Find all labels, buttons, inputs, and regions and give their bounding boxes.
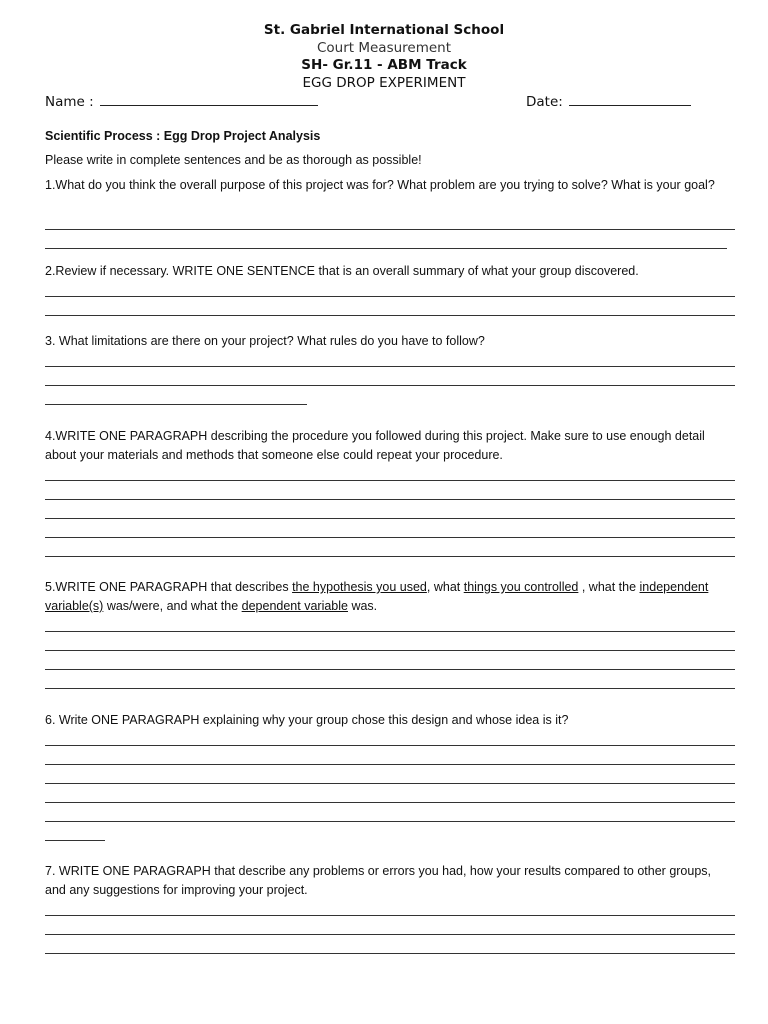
question-7: 7. WRITE ONE PARAGRAPH that describe any problems or errors you had, how your results compared to other groups, and any suggestions for improving your project.	[45, 864, 712, 897]
q5-text: , what the	[578, 580, 640, 594]
answer-line[interactable]	[45, 802, 735, 803]
q5-text: 5.WRITE ONE PARAGRAPH that describes	[45, 580, 293, 594]
question-5	[45, 578, 735, 616]
answer-line[interactable]	[45, 631, 735, 632]
school-name: St. Gabriel International School	[263, 22, 505, 38]
q5-independent-term: independent variable(s)	[45, 580, 709, 613]
section-title: Scientific Process : Egg Drop Project Analysis	[45, 129, 321, 143]
q5-text: was/were, and what the	[103, 599, 242, 613]
answer-line[interactable]	[45, 385, 735, 386]
answer-line[interactable]	[45, 953, 735, 954]
answer-line[interactable]	[45, 296, 735, 297]
answer-line[interactable]	[45, 518, 735, 519]
answer-line[interactable]	[45, 537, 735, 538]
answer-line[interactable]	[45, 688, 735, 689]
answer-line[interactable]	[45, 650, 735, 651]
q5-text: was.	[347, 599, 378, 613]
date-label: Date:	[526, 94, 563, 110]
answer-line[interactable]	[45, 745, 735, 746]
question-6: 6. Write ONE PARAGRAPH explaining why your group chose this design and whose idea is it?	[45, 713, 569, 727]
name-blank[interactable]	[100, 92, 318, 106]
question-1: 1.What do you think the overall purpose of this project was for? What problem are you trying to solve? What is your goal?	[45, 178, 715, 192]
answer-line[interactable]	[45, 821, 735, 822]
answer-line[interactable]	[45, 764, 735, 765]
question-4: 4.WRITE ONE PARAGRAPH describing the procedure you followed during this project. Make sure to use enough detail about your materials and methods that someone else could repeat your procedure.	[45, 429, 705, 462]
answer-line[interactable]	[45, 499, 735, 500]
experiment-title: EGG DROP EXPERIMENT	[302, 75, 466, 91]
answer-line[interactable]	[45, 366, 735, 367]
q5-dependent-term: dependent variable	[241, 599, 348, 613]
answer-line[interactable]	[45, 915, 735, 916]
grade-track: SH- Gr.11 - ABM Track	[301, 57, 467, 73]
answer-line[interactable]	[45, 404, 307, 405]
q5-hypothesis-term: the hypothesis you used	[292, 580, 427, 594]
instructions: Please write in complete sentences and be as thorough as possible!	[45, 153, 422, 167]
q5-controlled-term: things you controlled	[463, 580, 579, 594]
answer-line[interactable]	[45, 556, 735, 557]
question-3: 3. What limitations are there on your project? What rules do you have to follow?	[45, 334, 485, 348]
answer-line[interactable]	[45, 315, 735, 316]
answer-line[interactable]	[45, 934, 735, 935]
date-blank[interactable]	[569, 92, 691, 106]
date-field-row	[526, 92, 691, 110]
answer-line[interactable]	[45, 783, 735, 784]
answer-line[interactable]	[45, 229, 735, 230]
answer-line[interactable]	[45, 669, 735, 670]
answer-line[interactable]	[45, 840, 105, 841]
answer-line[interactable]	[45, 248, 727, 249]
name-field-row	[45, 92, 318, 110]
answer-line[interactable]	[45, 480, 735, 481]
subject-title: Court Measurement	[316, 40, 452, 56]
name-label: Name :	[45, 94, 94, 110]
q5-text: , what	[426, 580, 464, 594]
question-2: 2.Review if necessary. WRITE ONE SENTENCE that is an overall summary of what your group discovered.	[45, 264, 639, 278]
